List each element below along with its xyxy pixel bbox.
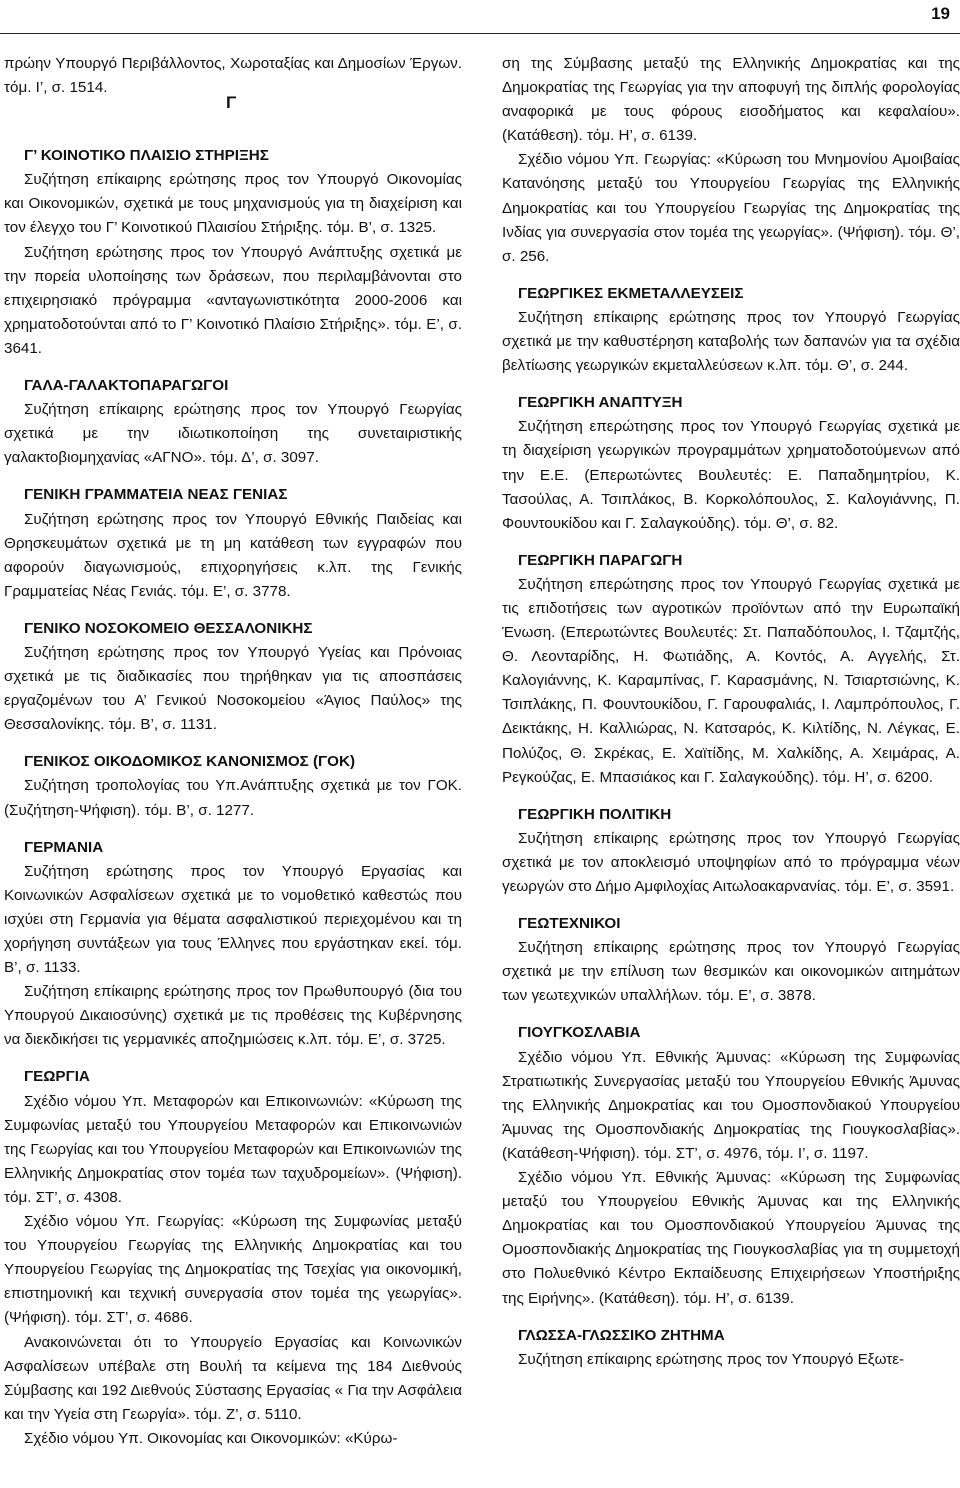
- index-section: [4, 750, 462, 822]
- header-rule: [0, 33, 960, 34]
- index-section: [4, 617, 462, 737]
- index-section: [502, 1324, 960, 1372]
- section-heading: ΓΕΩΡΓΙΑ: [24, 1068, 90, 1086]
- section-heading: ΓΛΩΣΣΑ-ΓΛΩΣΣΙΚΟ ΖΗΤΗΜΑ: [518, 1326, 725, 1344]
- index-entry: Σχέδιο νόμου Υπ. Οικονομίας και Οικονομικών: «Κύρω-: [24, 1429, 398, 1447]
- index-section: [502, 549, 960, 790]
- index-entry: Συζήτηση ερώτησης προς τον Υπουργό Εργασίας και Κοινωνικών Ασφαλίσεων σχετικά με το νομοθετικό καθεστώς που ισχύει στη Γερμανία για θέματα ασφαλιστικού περιεχομένου και τη χορήγηση συντάξεων για τους Έλληνες που εργάστηκαν εκεί. τόμ. Β’, σ. 1133.: [4, 862, 462, 977]
- section-heading: ΓΕΝΙΚΟ ΝΟΣΟΚΟΜΕΙΟ ΘΕΣΣΑΛΟΝΙΚΗΣ: [24, 619, 313, 637]
- section-heading: ΓΕΩΡΓΙΚΕΣ ΕΚΜΕΤΑΛΛΕΥΣΕΙΣ: [518, 284, 744, 302]
- index-entry: Σχέδιο νόμου Υπ. Εθνικής Άμυνας: «Κύρωση της Συμφωνίας Στρατιωτικής Συνεργασίας μεταξύ του Υπουργείου Εθνικής Άμυνας της Ελληνικής Δημοκρατίας και του Ομοσπονδιακού Υπουργείου Άμυνας της Ομοσπονδιακής Δημοκρατίας της Γιουγκοσλαβίας». (Κατάθεση-Ψήφιση). τόμ. ΣΤ’, σ. 4976, τόμ. Ι’, σ. 1197.: [502, 1048, 960, 1162]
- index-entry: Συζήτηση επίκαιρης ερώτησης προς τον Υπουργό Γεωργίας σχετικά με την επίλυση των θεσμικών και οικονομικών αιτημάτων των γεωτεχνικών υπαλλήλων. τόμ. Ε’, σ. 3878.: [502, 939, 960, 1005]
- section-heading: ΓΙΟΥΓΚΟΣΛΑΒΙΑ: [518, 1024, 641, 1042]
- index-entry: Συζήτηση επίκαιρης ερώτησης προς τον Υπουργό Γεωργίας σχετικά με τον αποκλεισμό υποψηφίων από το πρόγραμμα νέων γεωργών στο Δήμο Αμφιλοχίας Αιτωλοακαρνανίας. τόμ. Ε’, σ. 3591.: [502, 829, 960, 895]
- index-entry: Συζήτηση επίκαιρης ερώτησης προς τον Υπουργό Γεωργίας σχετικά με την ιδιωτικοποίηση της συνεταιριστικής γαλακτοβιομηχανίας «ΑΓΝΟ». τόμ. Δ’, σ. 3097.: [4, 401, 462, 467]
- index-section: [502, 391, 960, 536]
- index-entry: Συζήτηση επίκαιρης ερώτησης προς τον Υπουργό Οικονομίας και Οικονομικών, σχετικά με τους μηχανισμούς για τη διαχείριση και τον έλεγχο του Γ’ Κοινοτικού Πλαισίου Στήριξης. τόμ. Β’, σ. 1325.: [4, 171, 462, 237]
- index-section: [502, 912, 960, 1008]
- index-entry: Συζήτηση ερώτησης προς τον Υπουργό Εθνικής Παιδείας και Θρησκευμάτων σχετικά με τη μη κατάθεση των εγγραφών που αφορούν διαγωνισμούς, επιχορηγήσεις κ.λπ. της Γενικής Γραμματείας Νέας Γενιάς. τόμ. Ε’, σ. 3778.: [4, 510, 462, 600]
- section-heading: Γ’ ΚΟΙΝΟΤΙΚΟ ΠΛΑΙΣΙΟ ΣΤΗΡΙΞΗΣ: [24, 147, 269, 165]
- index-section: [502, 1021, 960, 1310]
- index-section: [4, 144, 462, 361]
- index-section: [502, 803, 960, 899]
- section-heading: ΓΕΝΙΚΗ ΓΡΑΜΜΑΤΕΙΑ ΝΕΑΣ ΓΕΝΙΑΣ: [24, 486, 288, 504]
- index-section: [502, 282, 960, 378]
- section-heading: ΓΕΩΡΓΙΚΗ ΑΝΑΠΤΥΞΗ: [518, 394, 683, 412]
- index-entry: Συζήτηση επερώτησης προς τον Υπουργό Γεωργίας σχετικά με τη διαχείριση γεωργικών προγραμμάτων χρηματοδοτούμενων από την Ε.Ε. (Επερωτώντες Βουλευτές: Ε. Παπαδημητρίου, Κ. Τασούλας, Α. Τσιπλάκος, Β. Κορκολόπουλος, Σ. Καλογιάννης, Π. Φουντουκίδου και Γ. Σαλαγκούδης). τόμ. Θ’, σ. 82.: [502, 418, 960, 532]
- index-section: [4, 374, 462, 470]
- index-entry: Συζήτηση επίκαιρης ερώτησης προς τον Υπουργό Εξωτε-: [518, 1350, 905, 1368]
- index-entry: Συζήτηση ερώτησης προς τον Υπουργό Ανάπτυξης σχετικά με την πορεία υλοποίησης των δράσεων, που περιλαμβάνονται στο επιχειρησιακό πρόγραμμα «ανταγωνιστικότητα 2000-2006 και χρηματοδοτούνται από το Γ’ Κοινοτικό Πλαίσιο Στήριξης». τόμ. Ε’, σ. 3641.: [4, 243, 462, 357]
- index-section: [4, 483, 462, 603]
- page-number: 19: [931, 4, 950, 23]
- left-column: [4, 52, 462, 1464]
- index-letter-heading: Γ: [226, 93, 237, 112]
- section-heading: ΓΕΡΜΑΝΙΑ: [24, 838, 104, 856]
- index-entry: Συζήτηση ερώτησης προς τον Υπουργό Υγείας και Πρόνοιας σχετικά με τις διαδικασίες που τηρήθηκαν για τις αποσπάσεις εργαζομένων του Α’ Γενικού Νοσοκομείου «Άγιος Παύλος» της Θεσσαλονίκης. τόμ. Β’, σ. 1131.: [4, 643, 462, 734]
- index-entry: Συζήτηση επίκαιρης ερώτησης προς τον Υπουργό Γεωργίας σχετικά με την καθυστέρηση καταβολής των δαπανών για τα σχέδια βελτίωσης γεωργικών εκμεταλλεύσεων κ.λπ. τόμ. Θ’, σ. 244.: [502, 308, 960, 375]
- index-entry: Ανακοινώνεται ότι το Υπουργείο Εργασίας και Κοινωνικών Ασφαλίσεων υπέβαλε στη Βουλή τα κείμενα της 184 Διεθνούς Σύμβασης και 192 Διεθνούς Σύστασης Εργασίας « Για την Ασφάλεια και την Υγεία στη Γεωργία». τόμ. Ζ’, σ. 5110.: [4, 1333, 462, 1423]
- index-entry: Συζήτηση τροπολογίας του Υπ.Ανάπτυξης σχετικά με τον ΓΟΚ. (Συζήτηση-Ψήφιση). τόμ. Β’, σ. 1277.: [4, 777, 462, 819]
- index-entry: Σχέδιο νόμου Υπ. Μεταφορών και Επικοινωνιών: «Κύρωση της Συμφωνίας μεταξύ του Υπουργείου Μεταφορών και Επικοινωνιών της Γεωργίας και του Υπουργείου Μεταφορών και Επικοινωνιών της Ελληνικής Δημοκρατίας στον τομέα των ταχυδρομείων». (Ψήφιση). τόμ. ΣΤ’, σ. 4308.: [4, 1092, 462, 1206]
- section-heading: ΓΕΩΡΓΙΚΗ ΠΟΛΙΤΙΚΗ: [518, 805, 672, 823]
- continuation-block: [502, 52, 960, 269]
- continuation-text: πρώην Υπουργό Περιβάλλοντος, Χωροταξίας και Δημοσίων Έργων. τόμ. Ι’, σ. 1514.: [4, 55, 462, 97]
- index-section: [4, 1065, 462, 1451]
- section-heading: ΓΕΩΡΓΙΚΗ ΠΑΡΑΓΩΓΗ: [518, 551, 683, 569]
- index-entry: Συζήτηση επερώτησης προς τον Υπουργό Γεωργίας σχετικά με τις επιδοτήσεις των αγροτικών προϊόντων από την Ευρωπαϊκή Ένωση. (Επερωτώντες Βουλευτές: Στ. Παπαδόπουλος, Ι. Τζαμτζής, Θ. Λεονταρίδης, Η. Φωτιάδης, Α. Κοντός, Α. Αγγελής, Στ. Καλογιάννης, Κ. Καραμπίνας, Γ. Καρασμάνης, Ν. Τσιαρτσιώνης, Κ. Τσιπλάκης, Π. Φουντουκίδου, Γ. Γαρουφαλιάς, Ι. Λαμπρόπουλος, Γ. Δεικτάκης, Η. Καλλιώρας, Ν. Κατσαρός, Κ. Κιλτίδης, Ν. Λέγκας, Ε. Πολύζος, Θ. Σκρέκας, Ε. Χαϊτίδης, Μ. Χαλκίδης, Α. Χειμάρας, Α. Ρεγκούζας, Ε. Μπασιάκος και Γ. Σαλαγκούδης). τόμ. Η’, σ. 6200.: [502, 575, 960, 786]
- section-heading: ΓΑΛΑ-ΓΑΛΑΚΤΟΠΑΡΑΓΩΓΟΙ: [24, 377, 229, 395]
- continuation-text: ση της Σύμβασης μεταξύ της Ελληνικής Δημοκρατίας και της Δημοκρατίας της Γεωργίας για την αποφυγή της διπλής φορολογίας αναφορικά με τους φόρους εισοδήματος και κεφαλαίου». (Κατάθεση). τόμ. Η’, σ. 6139.: [502, 55, 960, 145]
- index-entry: Σχέδιο νόμου Υπ. Γεωργίας: «Κύρωση του Μνημονίου Αμοιβαίας Κατανόησης μεταξύ του Υπουργείου Γεωργίας της Ελληνικής Δημοκρατίας και του Υπουργείου Γεωργίας της Δημοκρατίας της Ινδίας για συνεργασία στον τομέα της γεωργίας». (Ψήφιση). τόμ. Θ’, σ. 256.: [502, 151, 960, 265]
- section-heading: ΓΕΝΙΚΟΣ ΟΙΚΟΔΟΜΙΚΟΣ ΚΑΝΟΝΙΣΜΟΣ (ΓΟΚ): [24, 753, 356, 771]
- index-entry: Σχέδιο νόμου Υπ. Γεωργίας: «Κύρωση της Συμφωνίας μεταξύ του Υπουργείου Γεωργίας της Ελληνικής Δημοκρατίας και του Υπουργείου Γεωργίας της Δημοκρατίας της Τσεχίας για οικονομική, επιστημονική και τεχνική συνεργασία στον τομέα της γεωργίας». (Ψήφιση). τόμ. ΣΤ’, σ. 4686.: [4, 1213, 462, 1327]
- section-heading: ΓΕΩΤΕΧΝΙΚΟΙ: [518, 915, 621, 933]
- index-entry: Συζήτηση επίκαιρης ερώτησης προς τον Πρωθυπουργό (δια του Υπουργού Δικαιοσύνης) σχετικά με τις προθέσεις της Κυβέρνησης να διεκδικήσει τις γερμανικές αποζημιώσεις κ.λπ. τόμ. Ε’, σ. 3725.: [4, 983, 462, 1049]
- right-column: [502, 52, 960, 1385]
- index-entry: Σχέδιο νόμου Υπ. Εθνικής Άμυνας: «Κύρωση της Συμφωνίας μεταξύ του Υπουργείου Εθνικής Άμυνας και της Ελληνικής Δημοκρατίας και του Ομοσπονδιακού Υπουργείου Άμυνας της Ομοσπονδιακής Δημοκρατίας της Γιουγκοσλαβίας για τη συμμετοχή στο Πολυεθνικό Κέντρο Εκπαίδευσης Επιχειρήσεων Υποστήριξης της Ειρήνης». (Κατάθεση). τόμ. Η’, σ. 6139.: [502, 1169, 960, 1307]
- index-section: [4, 836, 462, 1053]
